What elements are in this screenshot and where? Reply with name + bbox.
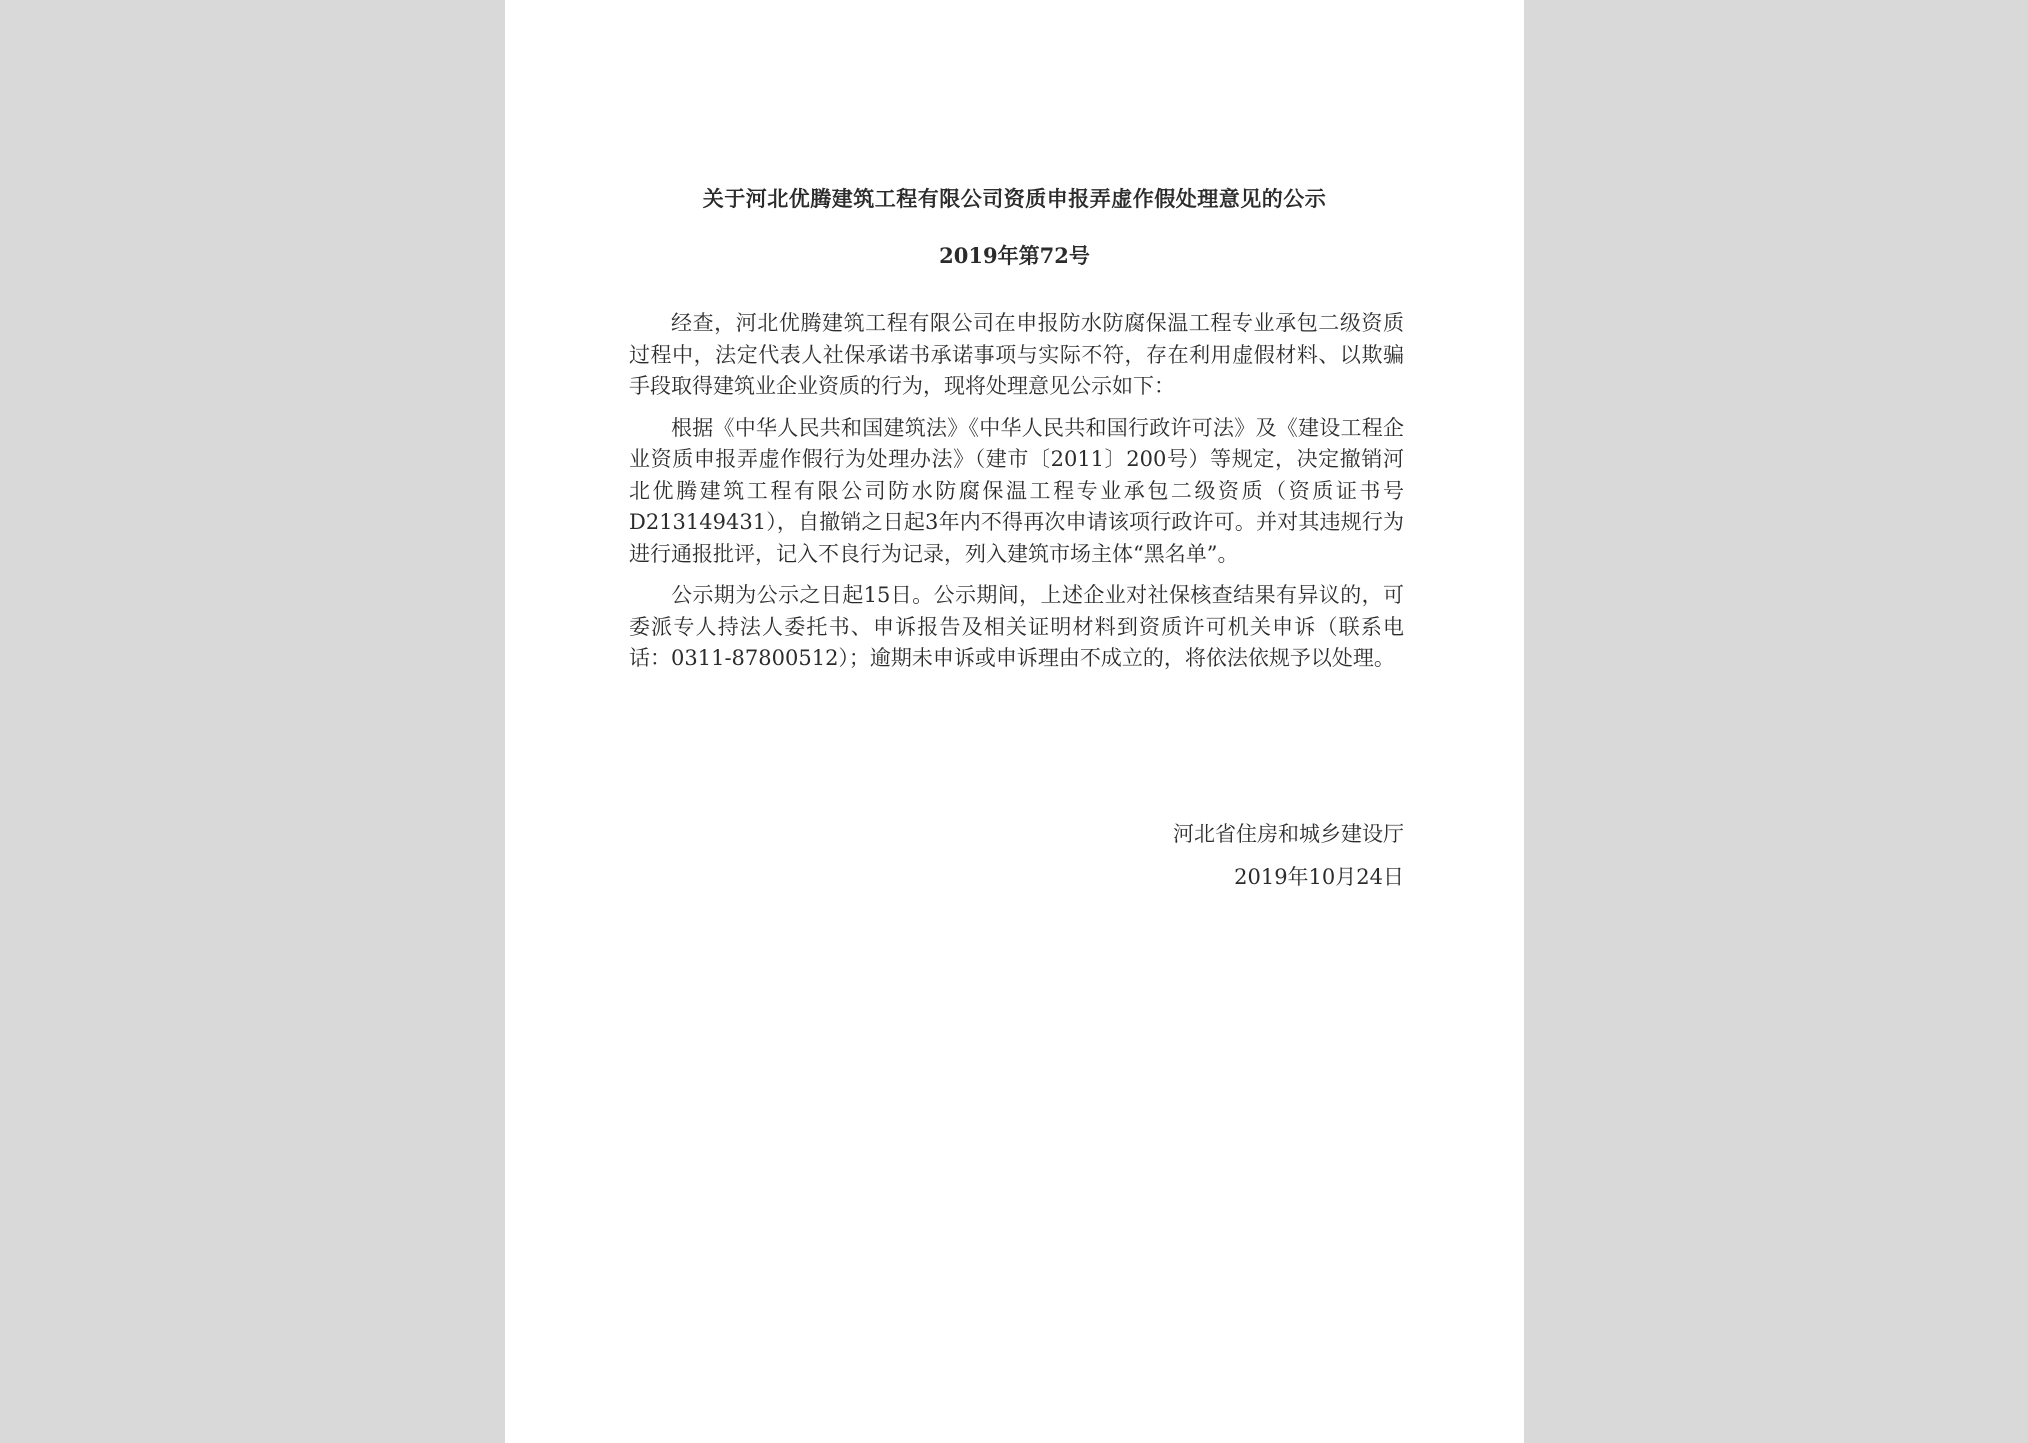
- paragraph-appeal: 公示期为公示之日起15日。公示期间，上述企业对社保核查结果有异议的，可委派专人持法人委托书、申诉报告及相关证明材料到资质许可机关申诉（联系电话：0311-87800512）；逾期未申诉或申诉理由不成立的，将依法依规予以处理。: [629, 583, 1404, 670]
- notice-body: [629, 308, 1404, 685]
- signature-block: [1173, 813, 1404, 899]
- issuer-name: 河北省住房和城乡建设厅: [1173, 822, 1404, 846]
- paragraph-findings: 经查，河北优腾建筑工程有限公司在申报防水防腐保温工程专业承包二级资质过程中，法定代表人社保承诺书承诺事项与实际不符，存在利用虚假材料、以欺骗手段取得建筑业企业资质的行为，现将处理意见公示如下：: [629, 311, 1404, 398]
- paragraph-decision: 根据《中华人民共和国建筑法》《中华人民共和国行政许可法》及《建设工程企业资质申报弄虚作假行为处理办法》（建市〔2011〕200号）等规定，决定撤销河北优腾建筑工程有限公司防水防腐保温工程专业承包二级资质（资质证书号D213149431），自撤销之日起3年内不得再次申请该项行政许可。并对其违规行为进行通报批评，记入不良行为记录，列入建筑市场主体“黑名单”。: [629, 415, 1404, 566]
- notice-title: 关于河北优腾建筑工程有限公司资质申报弄虚作假处理意见的公示: [702, 186, 1327, 211]
- document-page: [505, 0, 1524, 1443]
- issue-date: 2019年10月24日: [1234, 865, 1404, 889]
- document-number: 2019年第72号: [939, 243, 1090, 268]
